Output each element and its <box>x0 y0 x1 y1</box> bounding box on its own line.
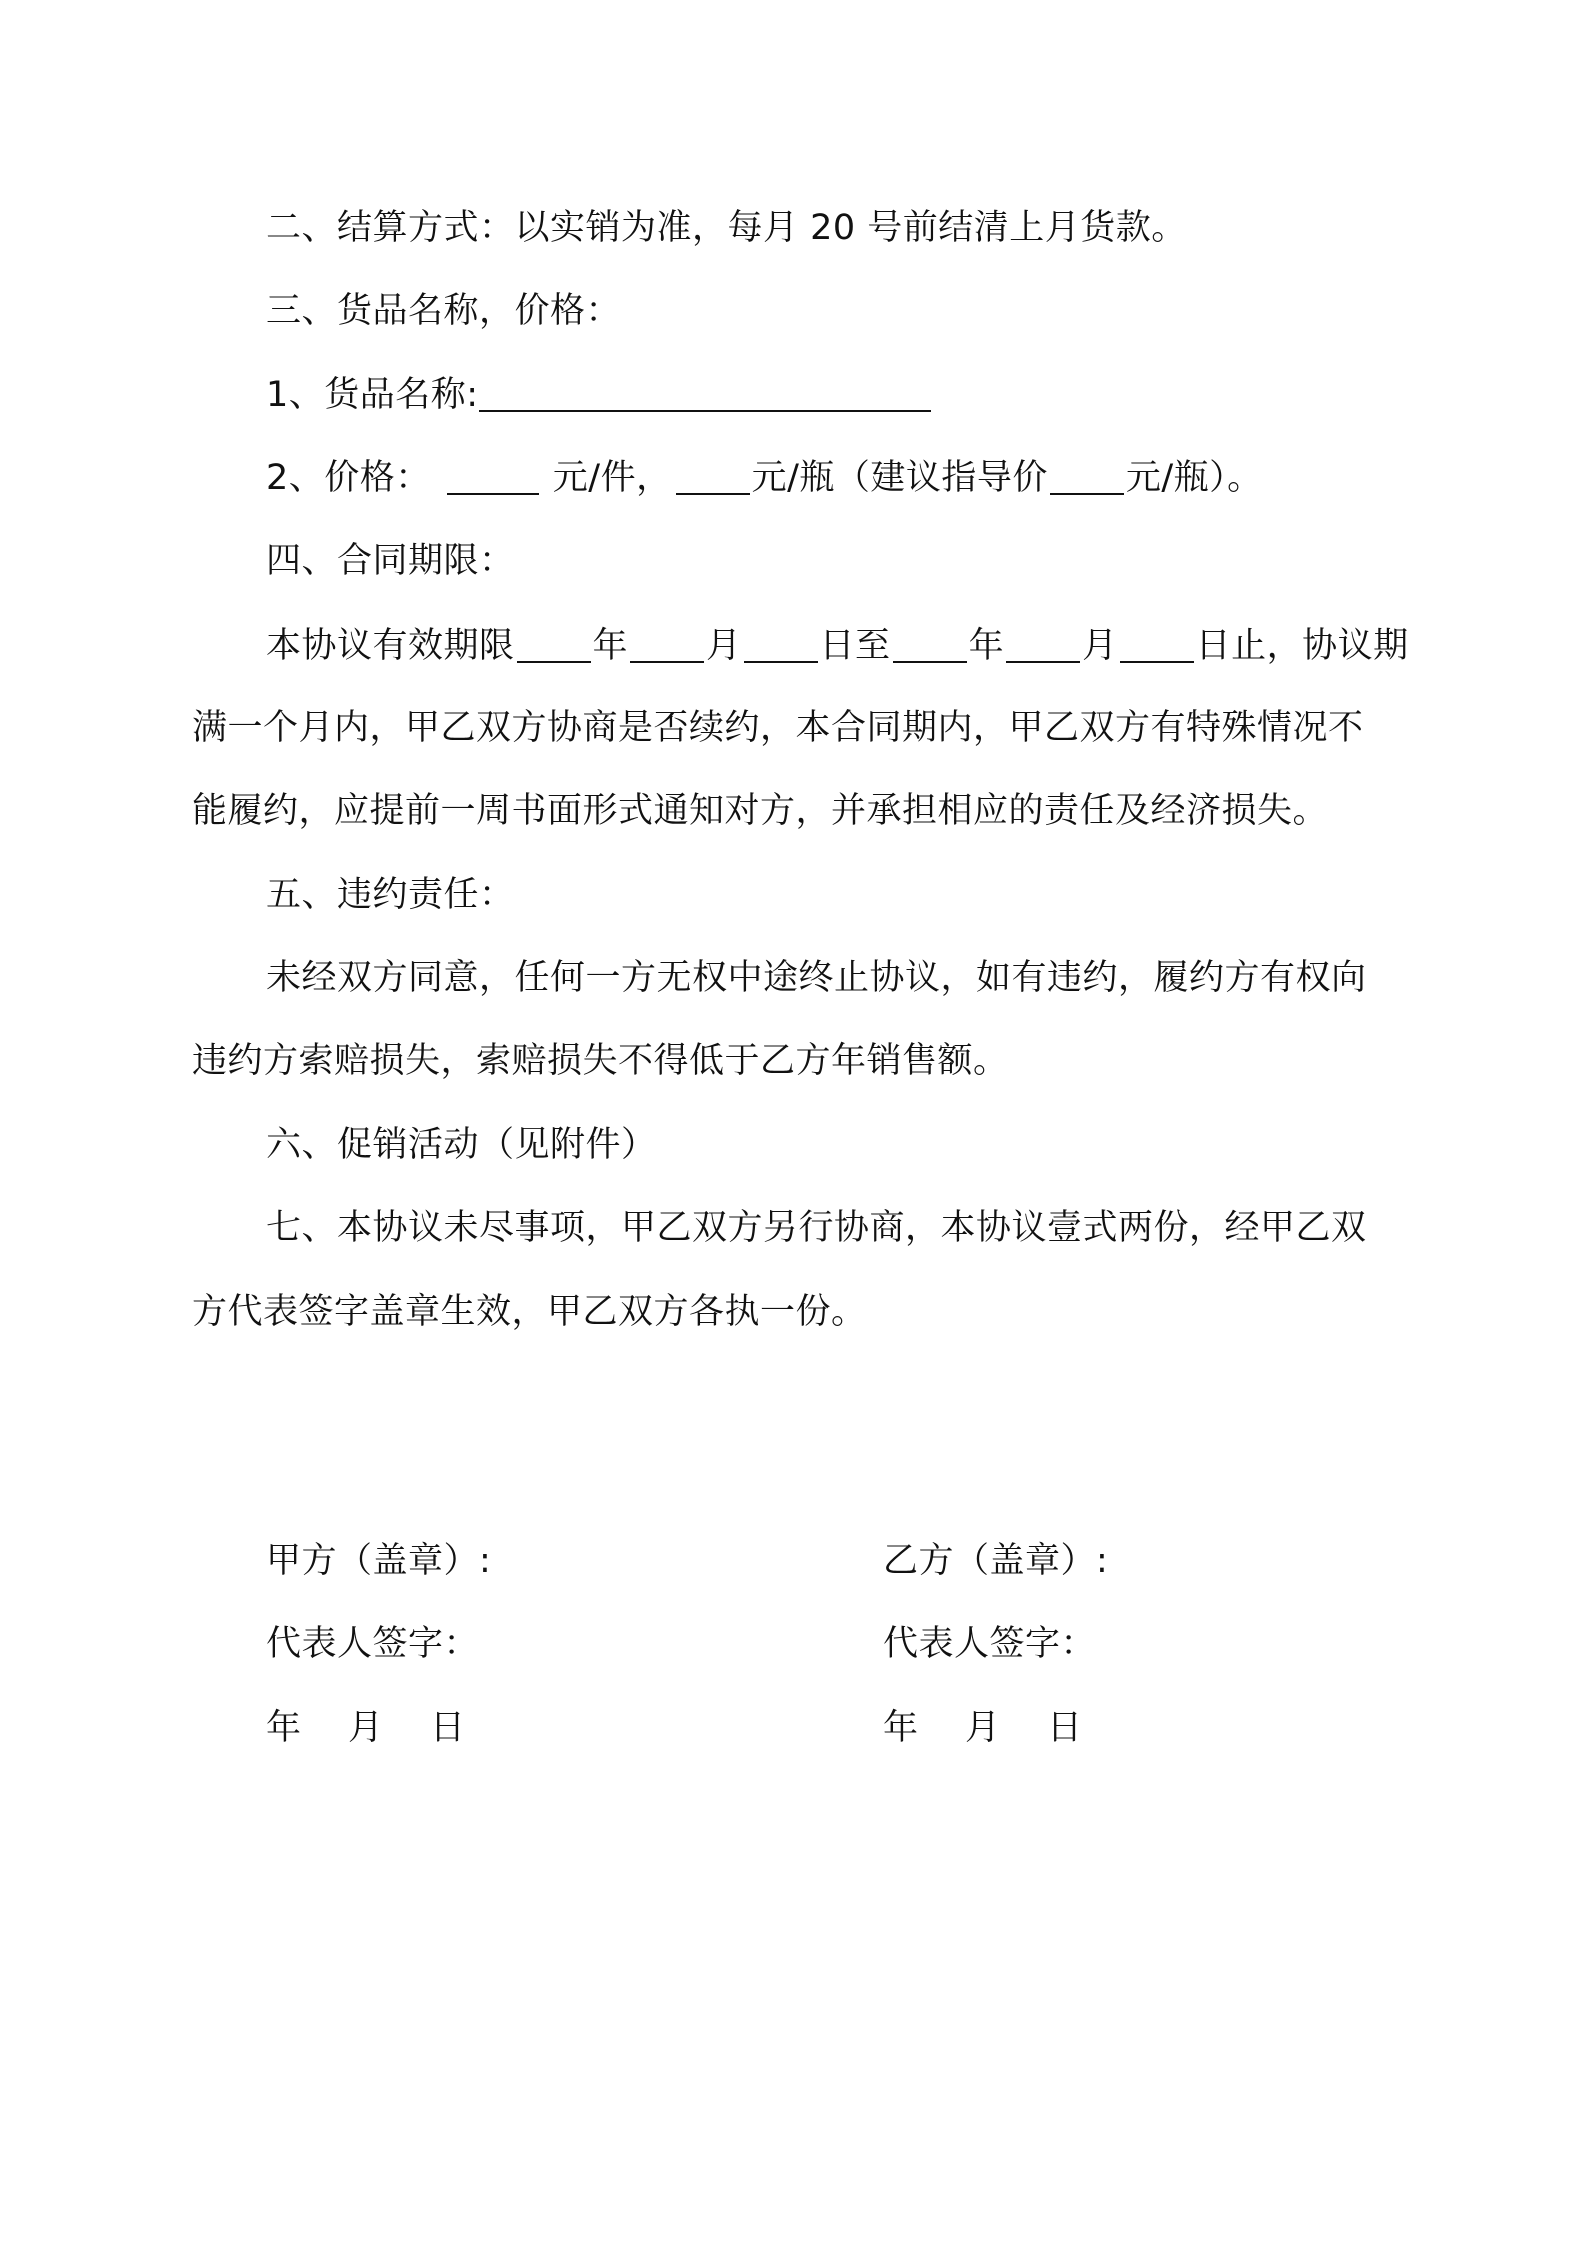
party-a-date-label: 年 月 日 <box>266 1708 466 1748</box>
end-year-blank <box>893 625 967 663</box>
party-b-date-label: 年 月 日 <box>883 1708 1083 1748</box>
goods-name-label: 1、货品名称: <box>266 375 479 415</box>
party-a-representative-label: 代表人签字： <box>266 1624 480 1664</box>
end-year-label: 年 <box>968 626 1005 666</box>
suggested-price-unit: 元/瓶）。 <box>1125 458 1263 498</box>
end-day-blank <box>1120 625 1194 663</box>
clause-3-heading: 三、货品名称，价格： <box>266 291 622 331</box>
clause-7-line-1: 七、本协议未尽事项，甲乙双方另行协商，本协议壹式两份，经甲乙双 <box>266 1208 1367 1248</box>
party-b-representative-label: 代表人签字： <box>883 1624 1097 1664</box>
party-a-seal-label: 甲方（盖章）: <box>266 1541 492 1581</box>
start-day-blank <box>744 625 818 663</box>
start-day-label: 日至 <box>819 626 891 666</box>
clause-7-line-2: 方代表签字盖章生效，甲乙双方各执一份。 <box>192 1292 867 1332</box>
clause-3-item-2 <box>266 457 1263 498</box>
clause-4-heading: 四、合同期限： <box>266 541 515 581</box>
clause-5-line-2: 违约方索赔损失，索赔损失不得低于乙方年销售额。 <box>192 1041 1009 1081</box>
goods-name-blank <box>479 374 931 412</box>
price-unit-bottle: 元/瓶（建议指导价 <box>751 458 1048 498</box>
clause-6-promotion: 六、促销活动（见附件） <box>266 1125 657 1165</box>
price-per-bottle-blank <box>676 457 750 495</box>
clause-4-term-line <box>266 625 1409 666</box>
price-unit-piece: 元/件， <box>552 458 672 498</box>
start-month-label: 月 <box>706 626 742 666</box>
end-month-blank <box>1006 625 1080 663</box>
clause-2-settlement: 二、结算方式：以实销为准，每月 20 号前结清上月货款。 <box>266 208 1187 248</box>
clause-5-line-1: 未经双方同意，任何一方无权中途终止协议，如有违约，履约方有权向 <box>266 958 1367 998</box>
clause-3-item-1 <box>266 374 931 415</box>
term-intro: 本协议有效期限 <box>266 626 515 666</box>
start-year-label: 年 <box>592 626 629 666</box>
clause-5-heading: 五、违约责任： <box>266 875 515 915</box>
start-year-blank <box>517 625 591 663</box>
start-month-blank <box>630 625 704 663</box>
price-per-piece-blank <box>447 457 539 495</box>
end-month-label: 月 <box>1082 626 1118 666</box>
party-b-seal-label: 乙方（盖章）: <box>883 1541 1109 1581</box>
clause-4-line-2: 满一个月内，甲乙双方协商是否续约，本合同期内，甲乙双方有特殊情况不 <box>192 708 1364 748</box>
clause-4-line-3: 能履约，应提前一周书面形式通知对方，并承担相应的责任及经济损失。 <box>192 791 1329 831</box>
suggested-price-blank <box>1050 457 1124 495</box>
end-day-label: 日止，协议期 <box>1195 626 1409 666</box>
price-label: 2、价格： <box>266 458 431 498</box>
